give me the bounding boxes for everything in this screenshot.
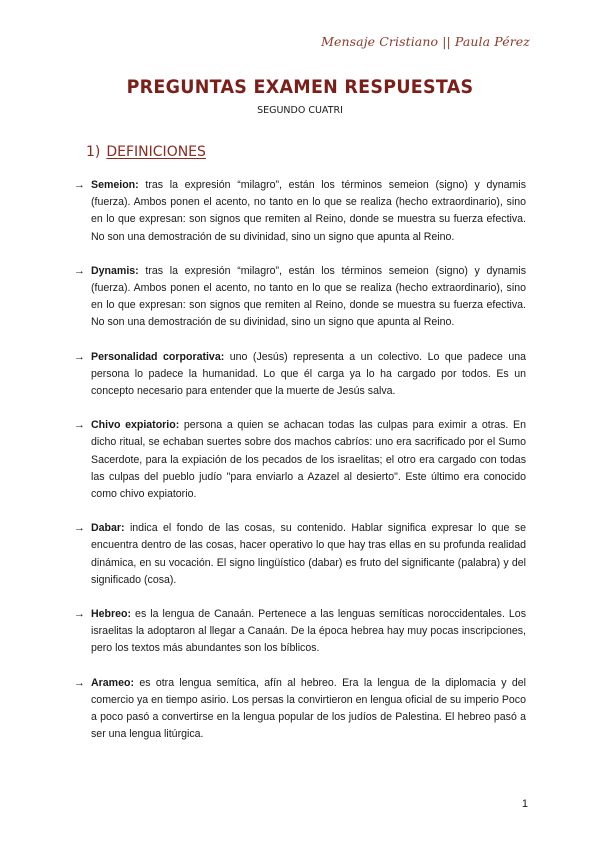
definition-term: Dabar:: [91, 522, 125, 535]
definition-term: Personalidad corporativa:: [91, 350, 225, 363]
page-number: 1: [521, 798, 528, 810]
definitions-list: [74, 177, 526, 760]
definition-text: es la lengua de Canaán. Pertenece a las lenguas semíticas noroccidentales. Los israelitas la adoptaron al llegar a Canaán. De la época hebrea hay muy pocas inscripciones, pero los textos más abundantes son los bíblicos.: [91, 608, 526, 655]
arrow-right-icon: →: [74, 350, 85, 363]
definition-term: Chivo expiatorio:: [91, 419, 180, 432]
arrow-right-icon: →: [74, 264, 85, 277]
section-heading: [86, 144, 206, 160]
arrow-right-icon: →: [74, 522, 85, 535]
definition-item: [74, 417, 526, 503]
section-label: DEFINICIONES: [106, 144, 206, 160]
page-subtitle: SEGUNDO CUATRI: [257, 105, 343, 116]
definition-text: es otra lengua semítica, afín al hebreo. Era la lengua de la diplomacia y del comercio ya en tiempo asirio. Los persas la convirtieron en lengua oficial de su imperio Poco a poco pasó a convertirse en la lengua popular de los judíos de Palestina. El hebreo pasó a ser una lengua litúrgica.: [91, 676, 526, 741]
definition-item: [74, 349, 526, 401]
arrow-right-icon: →: [74, 179, 85, 191]
document-header: Mensaje Cristiano || Paula Pérez: [321, 34, 530, 49]
definition-term: Dynamis:: [91, 264, 139, 277]
definition-term: Hebreo:: [91, 608, 132, 621]
definition-term: Arameo:: [91, 676, 134, 689]
definition-term: Semeion:: [91, 179, 139, 191]
arrow-right-icon: →: [74, 608, 85, 621]
arrow-right-icon: →: [74, 419, 85, 432]
definition-text: tras la expresión “milagro”, están los términos semeion (signo) y dynamis (fuerza). Ambos ponen el acento, no tanto en lo que se realiza (hecho extraordinario), sino en lo que expresan: son signos que remiten al Reino, donde se muestra su fuerza efectiva. No son una demostración de su divinidad, sino un signo que apunta al Reino.: [91, 179, 526, 243]
definition-text: indica el fondo de las cosas, su contenido. Hablar significa expresar lo que se encuentra dentro de las cosas, hacer operativo lo que hay tras ellas en su profunda realidad dinámica, en su vocación. El signo lingüístico (dabar) es fruto del significante (palabra) y del significado (cosa).: [91, 522, 526, 586]
definition-item: [74, 675, 526, 744]
definition-text: uno (Jesús) representa a un colectivo. Lo que padece una persona lo padece la humanidad. Lo que él carga ya lo ha cargado por todos. Es un concepto necesario para entender que la muerte de Jesús salva.: [91, 350, 526, 398]
page-title: PREGUNTAS EXAMEN RESPUESTAS: [126, 76, 474, 98]
definition-item: [74, 520, 526, 589]
definition-item: [74, 606, 526, 658]
definition-text: tras la expresión “milagro”, están los términos semeion (signo) y dynamis (fuerza). Ambos ponen el acento, no tanto en lo que se realiza (hecho extraordinario), sino en lo que expresan: son signos que remiten al Reino, donde se muestra su fuerza efectiva. No son una demostración de su divinidad, sino un signo que apunta al Reino.: [91, 264, 526, 329]
section-number: 1): [86, 144, 101, 160]
definition-text: persona a quien se achacan todas las culpas para eximir a otras. En dicho ritual, se echaban suertes sobre dos machos cabríos: uno era sacrificado por el Sumo Sacerdote, para la expiación de los pecados de los israelitas; el otro era cargado con todas las culpas del pueblo judío "para enviarlo a Azazel al desierto". Este último era conocido como chivo expiatorio.: [91, 419, 526, 501]
definition-item: [74, 263, 526, 332]
definition-item: [74, 177, 526, 246]
arrow-right-icon: →: [74, 676, 85, 689]
